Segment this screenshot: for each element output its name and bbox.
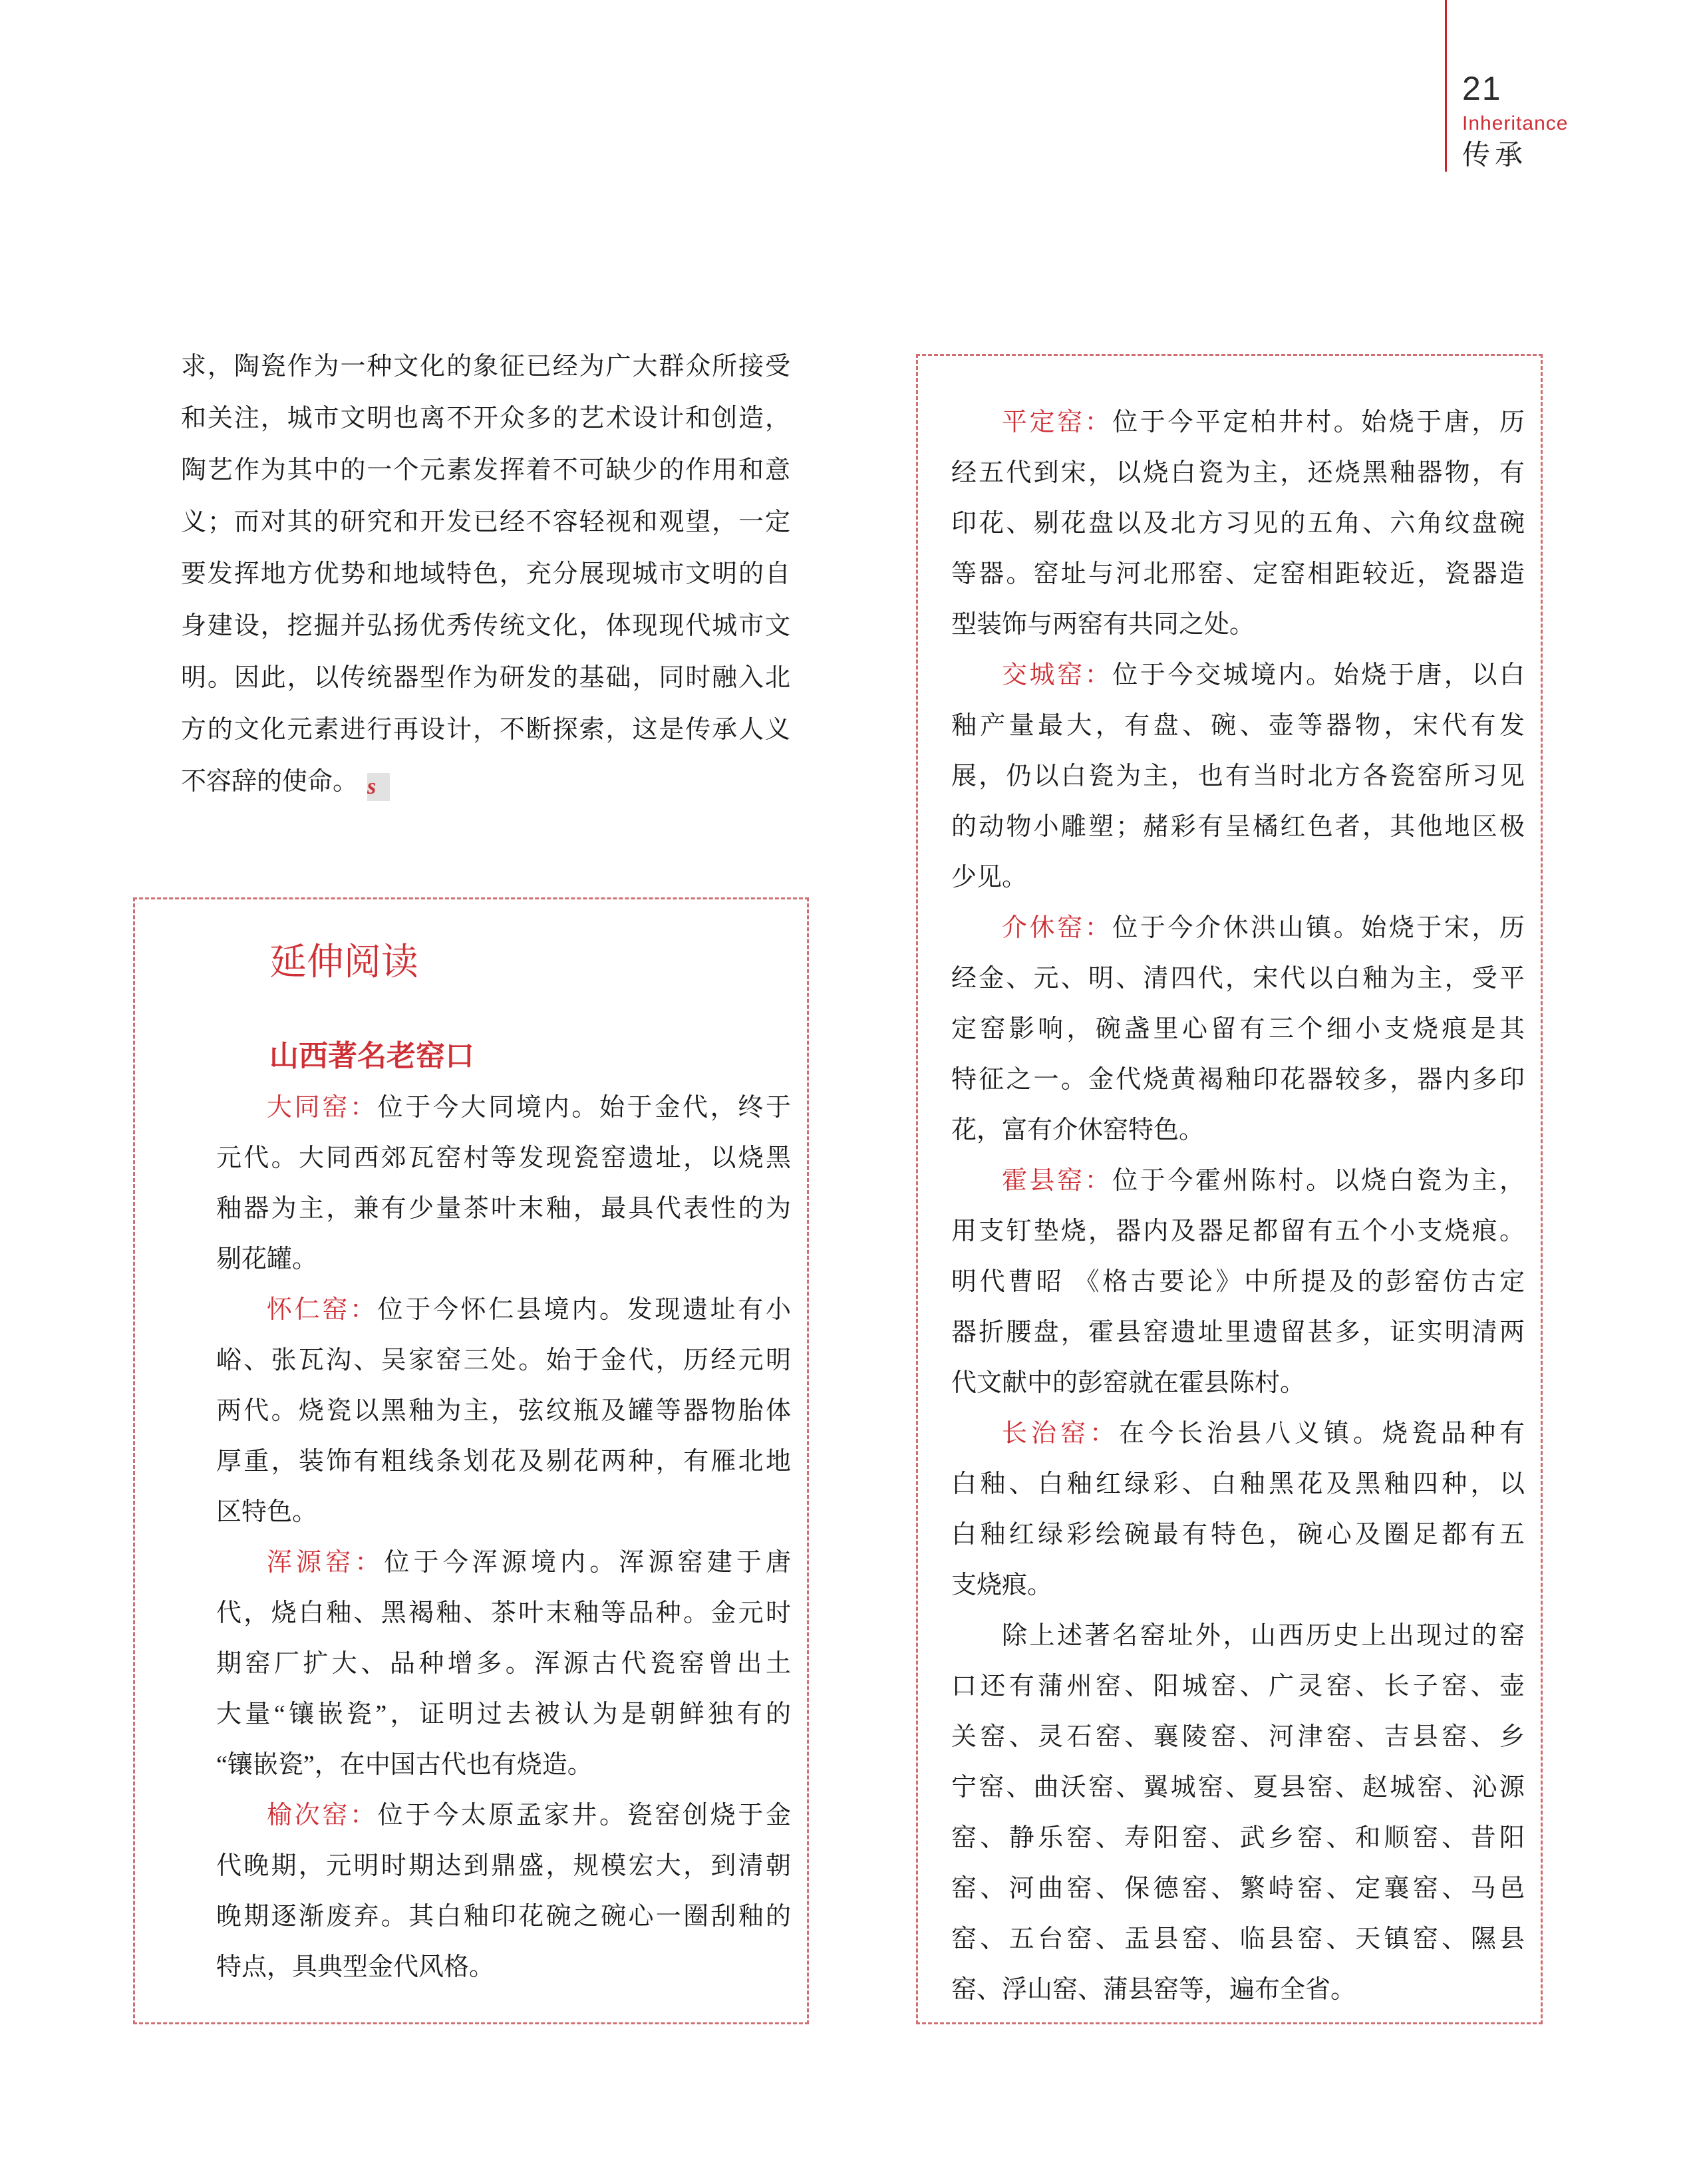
article-end-icon: s	[367, 773, 390, 801]
line-text: 位于今太原孟家井。瓷窑创烧于金	[377, 1801, 791, 1829]
text-line	[951, 802, 1525, 852]
text-line	[951, 1964, 1525, 2015]
text-line	[951, 549, 1525, 599]
text-line	[951, 1661, 1525, 1712]
text-line	[216, 1335, 791, 1386]
text-line	[216, 1790, 791, 1841]
line-text: 代，烧白釉、黑褐釉、茶叶末釉等品种。金元时	[216, 1599, 791, 1627]
header-rule	[1445, 0, 1447, 172]
line-text: 宁窑、曲沃窑、翼城窑、夏县窑、赵城窑、沁源	[951, 1774, 1525, 1801]
line-text: 除上述著名窑址外，山西历史上出现过的窑	[1002, 1622, 1525, 1650]
line-text: 方的文化元素进行再设计，不断探索，这是传承人义	[181, 716, 790, 744]
line-text: 位于今霍州陈村。以烧白瓷为主，	[1112, 1167, 1525, 1195]
text-line	[216, 1588, 791, 1638]
text-line	[951, 1509, 1525, 1560]
text-line	[951, 1813, 1525, 1863]
text-line	[951, 1914, 1525, 1964]
text-line	[951, 650, 1525, 701]
line-text: 求，陶瓷作为一种文化的象征已经为广大群众所接受	[181, 353, 790, 381]
text-line	[216, 1133, 791, 1183]
text-line	[216, 1487, 791, 1537]
text-line	[951, 599, 1525, 650]
line-text: 支烧痕。	[951, 1571, 1053, 1599]
line-text: 位于今平定柏井村。始烧于唐，历	[1112, 408, 1525, 436]
text-line	[951, 397, 1525, 448]
text-line	[951, 1560, 1525, 1611]
line-text: 代晚期，元明时期达到鼎盛，规模宏大，到清朝	[216, 1851, 791, 1880]
line-text: 位于今交城境内。始烧于唐，以白	[1112, 661, 1525, 689]
text-line	[216, 1537, 791, 1588]
line-text: 晚期逐渐废弃。其白釉印花碗之碗心一圈刮釉的	[216, 1902, 791, 1931]
intro-paragraph	[181, 341, 790, 808]
text-line	[951, 701, 1525, 751]
line-text: 窑、浮山窑、蒲县窑等，遍布全省。	[951, 1976, 1356, 2004]
text-line	[951, 1206, 1525, 1257]
text-line	[951, 953, 1525, 1004]
text-line	[951, 498, 1525, 549]
text-line	[216, 1183, 791, 1234]
line-text: 釉器为主，兼有少量茶叶末釉，最具代表性的为	[216, 1194, 791, 1223]
text-line	[951, 852, 1525, 903]
text-line	[951, 1611, 1525, 1661]
kiln-name-highlight: 霍县窑：	[1002, 1167, 1113, 1195]
line-text: 的动物小雕塑；赭彩有呈橘红色者，其他地区极	[951, 813, 1525, 841]
text-line	[181, 444, 790, 496]
line-text: 位于今大同境内。始于金代，终于	[377, 1093, 791, 1122]
line-text: 窑、河曲窑、保德窑、繁峙窑、定襄窑、马邑	[951, 1875, 1525, 1903]
line-text: 用支钉垫烧，器内及器足都留有五个小支烧痕。	[951, 1217, 1525, 1245]
line-text: 大量“镶嵌瓷”，证明过去被认为是朝鲜独有的	[216, 1700, 791, 1728]
text-line	[951, 1459, 1525, 1509]
text-line	[951, 448, 1525, 498]
text-line	[951, 1105, 1525, 1156]
text-line	[216, 1942, 791, 1992]
page-header	[1462, 72, 1568, 169]
text-line	[216, 1689, 791, 1740]
line-text: 窑、五台窑、盂县窑、临县窑、天镇窑、隰县	[951, 1925, 1525, 1953]
line-text: 口还有蒲州窑、阳城窑、广灵窑、长子窑、壶	[951, 1672, 1525, 1700]
kiln-name-highlight: 怀仁窑：	[267, 1295, 378, 1324]
text-line	[216, 1234, 791, 1285]
text-line	[181, 392, 790, 444]
kiln-name-highlight: 介休窑：	[1002, 914, 1113, 942]
text-line	[951, 1863, 1525, 1914]
line-text: 特点，具典型金代风格。	[216, 1952, 495, 1981]
line-text: 陶艺作为其中的一个元素发挥着不可缺少的作用和意	[181, 456, 790, 484]
line-text: 峪、张瓦沟、吴家窑三处。始于金代，历经元明	[216, 1346, 791, 1374]
line-text: 展，仍以白瓷为主，也有当时北方各瓷窑所习见	[951, 762, 1525, 790]
line-text: 器折腰盘，霍县窑遗址里遗留甚多，证实明清两	[951, 1319, 1525, 1346]
text-line	[951, 1054, 1525, 1105]
line-text: 经金、元、明、清四代，宋代以白釉为主，受平	[951, 965, 1525, 993]
line-text: 釉产量最大，有盘、碗、壶等器物，宋代有发	[951, 712, 1525, 740]
line-text: 两代。烧瓷以黑釉为主，弦纹瓶及罐等器物胎体	[216, 1396, 791, 1425]
line-text: 不容辞的使命。	[181, 768, 359, 796]
text-line	[216, 1740, 791, 1790]
text-line	[951, 1762, 1525, 1813]
line-text: 要发挥地方优势和地域特色，充分展现城市文明的自	[181, 560, 790, 588]
page-number: 21	[1462, 70, 1502, 107]
box-subtitle: 山西著名老窑口	[269, 1040, 474, 1073]
text-line	[216, 1638, 791, 1689]
kilns-body	[951, 397, 1525, 2015]
line-text: 花，富有介休窑特色。	[951, 1116, 1205, 1144]
line-text: 厚重，装饰有粗线条划花及剔花两种，有雁北地	[216, 1447, 791, 1476]
text-line	[181, 652, 790, 704]
text-line	[181, 341, 790, 392]
line-text: 位于今怀仁县境内。发现遗址有小	[377, 1295, 791, 1324]
text-line	[951, 1004, 1525, 1054]
line-text: 和关注，城市文明也离不开众多的艺术设计和创造，	[181, 404, 790, 432]
line-text: 身建设，挖掘并弘扬优秀传统文化，体现现代城市文	[181, 612, 790, 640]
line-text: 剔花罐。	[216, 1245, 318, 1273]
text-line	[181, 496, 790, 548]
text-line	[951, 751, 1525, 802]
line-text: 义；而对其的研究和开发已经不容轻视和观望，一定	[181, 508, 790, 536]
text-line	[951, 1156, 1525, 1206]
kiln-name-highlight: 平定窑：	[1002, 408, 1113, 436]
kiln-name-highlight: 交城窑：	[1002, 661, 1113, 689]
line-text: 明代曹昭 《格古要论》中所提及的彭窑仿古定	[951, 1268, 1525, 1296]
text-line	[216, 1841, 791, 1891]
text-line	[951, 1408, 1525, 1459]
kiln-name-highlight: 长治窑：	[1002, 1420, 1119, 1448]
kiln-name-highlight: 榆次窑：	[267, 1801, 378, 1829]
line-text: 区特色。	[216, 1497, 318, 1526]
line-text: 型装饰与两窑有共同之处。	[951, 611, 1255, 639]
section-title-zh: 传承	[1462, 139, 1528, 170]
line-text: 位于今浑源境内。浑源窑建于唐	[384, 1548, 791, 1577]
line-text: 关窑、灵石窑、襄陵窑、河津窑、吉县窑、乡	[951, 1723, 1525, 1751]
kiln-name-highlight: 大同窑：	[267, 1093, 378, 1122]
kilns-box	[916, 354, 1543, 2024]
text-line	[181, 548, 790, 600]
line-text: 窑、静乐窑、寿阳窑、武乡窑、和顺窑、昔阳	[951, 1824, 1525, 1852]
box-title: 延伸阅读	[269, 941, 418, 983]
text-line	[951, 903, 1525, 953]
section-title-en: Inheritance	[1462, 112, 1569, 134]
line-text: 明。因此，以传统器型作为研发的基础，同时融入北	[181, 664, 790, 692]
text-line	[216, 1386, 791, 1436]
text-line	[951, 1257, 1525, 1307]
line-text: 白釉、白釉红绿彩、白釉黑花及黑釉四种，以	[951, 1470, 1525, 1498]
line-text: 经五代到宋，以烧白瓷为主，还烧黑釉器物，有	[951, 459, 1525, 487]
line-text: 印花、剔花盘以及北方习见的五角、六角纹盘碗	[951, 510, 1525, 538]
text-line	[951, 1712, 1525, 1762]
line-text: 定窑影响，碗盏里心留有三个细小支烧痕是其	[951, 1015, 1525, 1043]
text-line	[216, 1891, 791, 1942]
line-text: 元代。大同西郊瓦窑村等发现瓷窑遗址，以烧黑	[216, 1144, 791, 1172]
kiln-name-highlight: 浑源窑：	[267, 1548, 384, 1577]
text-line	[181, 704, 790, 756]
line-text: 少见。	[951, 863, 1028, 891]
line-text: 白釉红绿彩绘碗最有特色，碗心及圈足都有五	[951, 1521, 1525, 1549]
text-line	[216, 1082, 791, 1133]
line-text: “镶嵌瓷”，在中国古代也有烧造。	[216, 1750, 593, 1779]
line-text: 期窑厂扩大、品种增多。浑源古代瓷窑曾出土	[216, 1649, 791, 1678]
line-text: 在今长治县八义镇。烧瓷品种有	[1119, 1420, 1525, 1448]
text-line	[951, 1358, 1525, 1408]
line-text: 特征之一。金代烧黄褐釉印花器较多，器内多印	[951, 1066, 1525, 1094]
text-line	[216, 1285, 791, 1335]
line-text: 等器。窑址与河北邢窑、定窑相距较近，瓷器造	[951, 560, 1525, 588]
text-line	[181, 756, 790, 808]
extended-reading-box	[133, 897, 809, 2024]
text-line	[181, 600, 790, 652]
text-line	[216, 1436, 791, 1487]
text-line	[951, 1307, 1525, 1358]
line-text: 位于今介休洪山镇。始烧于宋，历	[1112, 914, 1525, 942]
sidebar-body	[216, 1082, 791, 1992]
line-text: 代文献中的彭窑就在霍县陈村。	[951, 1369, 1306, 1397]
